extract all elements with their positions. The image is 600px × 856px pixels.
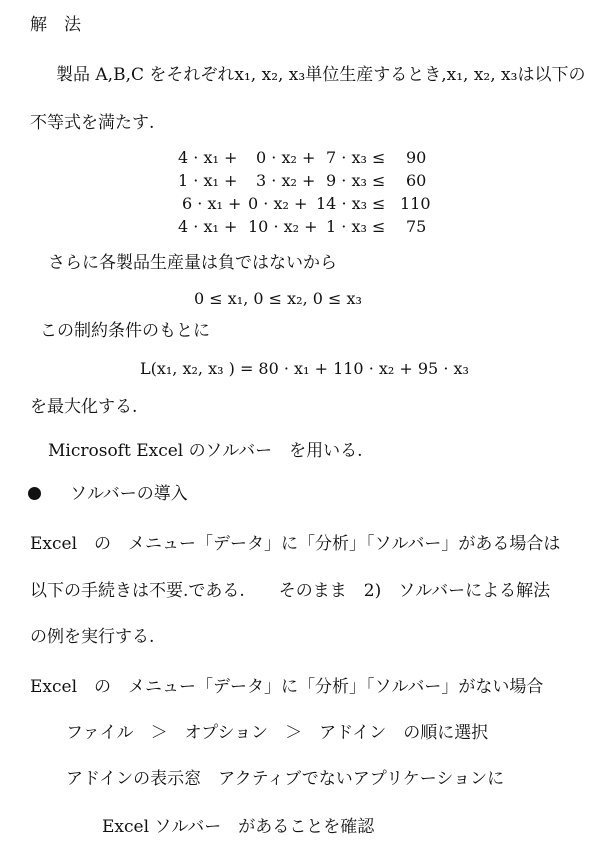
section-title: ソルバーの導入	[70, 484, 188, 504]
constraint-operator: ≤	[372, 217, 386, 236]
nonneg-intro: さらに各製品生産量は負ではないから	[48, 253, 337, 273]
para1-line-1: Excel の メニュー「データ」に「分析」「ソルバー」がある場合は	[30, 534, 561, 554]
constraint-operator: ≤	[372, 171, 386, 190]
constraint-row	[178, 217, 438, 237]
bullet-icon	[28, 487, 41, 500]
step-item: Excel ソルバー があることを確認	[102, 817, 375, 837]
heading: 解 法	[30, 15, 81, 35]
constraint-operator: ≤	[372, 148, 386, 167]
constraint-term-3: 1 · x₃	[326, 217, 367, 236]
objective-intro: この制約条件のもとに	[40, 321, 210, 341]
intro-line-1: 製品 A,B,C をそれぞれx₁, x₂, x₃単位生産するとき,x₁, x₂, x₃は以下の	[56, 65, 586, 85]
constraint-rhs: 110	[400, 194, 431, 213]
constraint-rhs: 75	[406, 217, 427, 236]
constraint-term-1: 4 · x₁ +	[178, 217, 238, 236]
para2-line: Excel の メニュー「データ」に「分析」「ソルバー」がない場合	[30, 677, 544, 697]
maximize-text: を最大化する.	[30, 397, 138, 417]
constraint-row	[178, 194, 438, 214]
objective-function: L(x₁, x₂, x₃ ) = 80 · x₁ + 110 · x₂ + 95 · x₃	[140, 359, 469, 378]
constraint-term-2: 10 · x₂ +	[248, 217, 318, 236]
tool-text: Microsoft Excel のソルバー を用いる.	[48, 441, 363, 461]
constraint-term-2: 3 · x₂ +	[256, 171, 316, 190]
para1-line-3: の例を実行する.	[30, 627, 155, 647]
constraint-rhs: 90	[406, 148, 427, 167]
constraint-term-2: 0 · x₂ +	[248, 194, 308, 213]
constraint-term-2: 0 · x₂ +	[256, 148, 316, 167]
constraint-term-1: 4 · x₁ +	[178, 148, 238, 167]
constraint-term-3: 7 · x₃	[326, 148, 367, 167]
step-item: アドインの表示窓 アクティブでないアプリケーションに	[66, 769, 505, 789]
constraint-term-3: 14 · x₃	[316, 194, 368, 213]
constraint-term-1: 6 · x₁ +	[182, 194, 242, 213]
constraint-row	[178, 148, 438, 168]
constraint-operator: ≤	[372, 194, 386, 213]
nonneg-constraint: 0 ≤ x₁, 0 ≤ x₂, 0 ≤ x₃	[194, 289, 362, 308]
constraint-rhs: 60	[406, 171, 427, 190]
constraint-term-3: 9 · x₃	[326, 171, 367, 190]
step-item: ファイル ＞ オプション ＞ アドイン の順に選択	[66, 723, 489, 743]
constraint-term-1: 1 · x₁ +	[178, 171, 238, 190]
para1-line-2: 以下の手続きは不要.である. そのまま 2) ソルバーによる解法	[30, 581, 551, 601]
intro-line-2: 不等式を満たす.	[30, 113, 155, 133]
constraint-row	[178, 171, 438, 191]
